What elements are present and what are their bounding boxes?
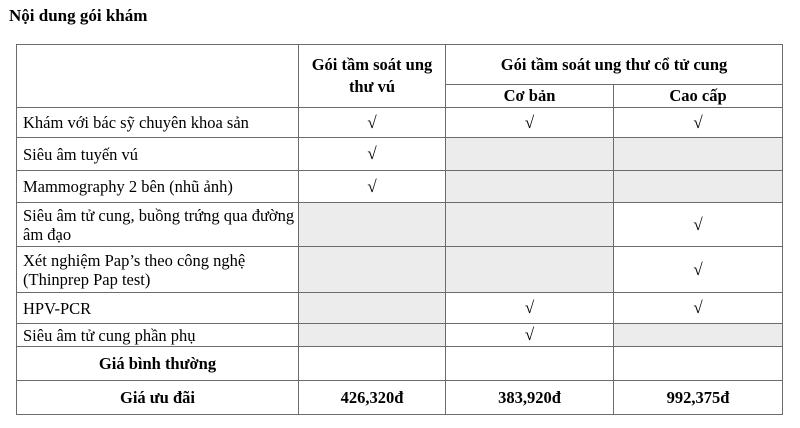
service-name: Siêu âm tử cung phần phụ (17, 324, 299, 347)
service-name: Siêu âm tuyến vú (17, 138, 299, 171)
check-mark: √ (446, 324, 614, 347)
not-included-cell (299, 324, 446, 347)
service-name: Khám với bác sỹ chuyên khoa sản (17, 108, 299, 138)
not-included-cell (614, 138, 783, 171)
check-mark: √ (614, 293, 783, 324)
not-included-cell (299, 247, 446, 293)
not-included-cell (299, 293, 446, 324)
table-row (17, 203, 783, 247)
promo-price-premium: 992,375đ (614, 381, 783, 415)
table-row (17, 247, 783, 293)
promo-price-breast: 426,320đ (299, 381, 446, 415)
promo-price-row (17, 381, 783, 415)
not-included-cell (446, 203, 614, 247)
check-mark: √ (299, 138, 446, 171)
promo-price-label: Giá ưu đãi (17, 381, 299, 415)
normal-price-basic (446, 347, 614, 381)
not-included-cell (446, 171, 614, 203)
check-mark: √ (614, 203, 783, 247)
service-name: Siêu âm tử cung, buồng trứng qua đường âm đạo (17, 203, 299, 247)
normal-price-premium (614, 347, 783, 381)
not-included-cell (614, 171, 783, 203)
check-mark: √ (299, 108, 446, 138)
check-mark: √ (299, 171, 446, 203)
normal-price-label: Giá bình thường (17, 347, 299, 381)
header-empty-cell (17, 45, 299, 108)
normal-price-row (17, 347, 783, 381)
service-name: HPV-PCR (17, 293, 299, 324)
table-row (17, 293, 783, 324)
not-included-cell (299, 203, 446, 247)
service-name: Xét nghiệm Pap’s theo công nghệ (Thinprep Pap test) (17, 247, 299, 293)
not-included-cell (614, 324, 783, 347)
header-breast-package: Gói tầm soát ung thư vú (299, 45, 446, 108)
not-included-cell (446, 247, 614, 293)
table-row (17, 324, 783, 347)
normal-price-breast (299, 347, 446, 381)
package-table (16, 44, 783, 415)
check-mark: √ (614, 108, 783, 138)
check-mark: √ (446, 293, 614, 324)
page-title: Nội dung gói khám (9, 6, 148, 25)
service-name: Mammography 2 bên (nhũ ảnh) (17, 171, 299, 203)
header-premium: Cao cấp (614, 85, 783, 108)
header-basic: Cơ bản (446, 85, 614, 108)
promo-price-basic: 383,920đ (446, 381, 614, 415)
table-row (17, 171, 783, 203)
not-included-cell (446, 138, 614, 171)
header-cervical-package: Gói tầm soát ung thư cổ tử cung (446, 45, 783, 85)
table-header-row (17, 45, 783, 85)
check-mark: √ (446, 108, 614, 138)
check-mark: √ (614, 247, 783, 293)
table-row (17, 138, 783, 171)
table-row (17, 108, 783, 138)
